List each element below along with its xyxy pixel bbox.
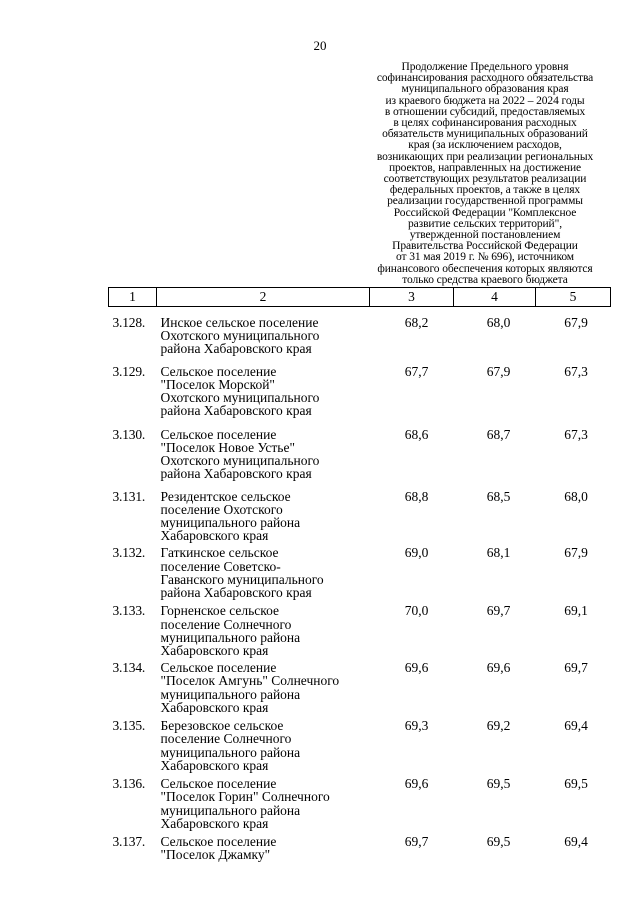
heading-line: развитие сельских территорий", xyxy=(408,217,562,230)
settlement-name-line: Охотского муниципального xyxy=(160,452,320,468)
value-2023-cell: 69,6 xyxy=(486,660,511,676)
settlement-name-line: Сельское поселение xyxy=(160,776,277,792)
settlement-name-line: района Хабаровского края xyxy=(160,341,312,357)
value-2024-cell: 68,0 xyxy=(564,488,588,504)
settlement-name-line: Горненское сельское xyxy=(160,603,280,619)
value-2024-cell: 69,4 xyxy=(564,718,588,734)
value-2022-cell: 69,7 xyxy=(404,834,429,850)
settlement-name-line: муниципального района xyxy=(160,802,301,818)
value-2022-cell: 68,2 xyxy=(404,315,429,330)
value-2022-cell: 69,6 xyxy=(404,660,429,676)
value-2022-cell: 68,8 xyxy=(404,488,429,504)
heading-line: проектов, направленных на достижение xyxy=(388,161,582,174)
settlement-name xyxy=(157,773,370,831)
settlement-name-line: Сельское поселение xyxy=(160,834,277,850)
heading-line: обязательств муниципальных образований xyxy=(382,128,588,141)
settlement-name-line: Хабаровского края xyxy=(160,699,269,715)
value-2024-cell: 67,3 xyxy=(564,426,588,442)
settlement-name-line: района Хабаровского края xyxy=(160,466,312,482)
settlement-name-line: "Поселок Джамку" xyxy=(160,847,271,863)
settlement-name-line: Резидентское сельское xyxy=(160,488,291,504)
header-col-3: 3 xyxy=(370,288,454,307)
row-number: 3.137. xyxy=(112,834,146,850)
heading-line: только средства краевого бюджета xyxy=(402,273,568,286)
value-2024-cell: 67,9 xyxy=(564,545,588,561)
heading-line: края (за исключением расходов, xyxy=(408,139,562,152)
value-2023-cell: 69,7 xyxy=(486,603,511,619)
value-2022-cell: 68,6 xyxy=(404,426,429,442)
settlement-name-line: Сельское поселение xyxy=(160,426,277,442)
heading-line: в отношении субсидий, предоставляемых xyxy=(384,105,586,118)
heading-line: муниципального образования края xyxy=(401,83,569,96)
value-2022-cell: 69,0 xyxy=(404,545,429,561)
heading-line: федеральных проектов, а также в целях xyxy=(389,184,581,197)
value-2022-cell: 69,3 xyxy=(404,718,429,734)
settlement-name-line: Березовское сельское xyxy=(160,718,284,734)
settlement-name-line: Хабаровского края xyxy=(160,757,269,773)
settlement-name-line: поселение Советско- xyxy=(160,558,281,574)
value-2024-cell: 69,1 xyxy=(564,603,588,619)
value-2024-cell: 67,9 xyxy=(564,315,588,330)
settlement-name-line: муниципального района xyxy=(160,686,301,702)
value-2023-cell: 69,5 xyxy=(486,834,511,850)
settlement-name-line: "Поселок Амгунь" Солнечного xyxy=(160,673,340,689)
settlement-name xyxy=(157,542,370,600)
row-number: 3.133. xyxy=(112,603,146,619)
settlement-name-line: муниципального района xyxy=(160,744,301,760)
settlement-name-line: "Поселок Новое Устье" xyxy=(160,439,295,455)
row-number: 3.134. xyxy=(112,660,146,676)
settlement-name xyxy=(157,600,370,657)
settlement-name-line: Хабаровского края xyxy=(160,528,269,544)
row-number: 3.136. xyxy=(112,776,146,792)
settlement-name-line: Сельское поселение xyxy=(160,363,277,379)
settlement-name xyxy=(157,424,370,486)
value-2023-cell: 68,7 xyxy=(486,426,511,442)
value-2023-cell: 67,9 xyxy=(486,363,511,379)
settlement-name xyxy=(157,307,370,360)
table-row xyxy=(109,773,611,831)
settlement-name-line: "Поселок Морской" xyxy=(160,376,275,392)
table-row xyxy=(109,542,611,600)
heading-line: в целях софинансирования расходных xyxy=(393,117,577,130)
header-col-1: 1 xyxy=(109,288,157,307)
header-row xyxy=(109,288,611,307)
header-col-5: 5 xyxy=(536,288,611,307)
data-table xyxy=(108,287,611,871)
value-2024-cell: 69,4 xyxy=(564,834,588,850)
value-2023-cell: 68,0 xyxy=(486,315,511,330)
table-row xyxy=(109,600,611,657)
value-2023-cell: 68,1 xyxy=(486,545,511,561)
table-row xyxy=(109,657,611,715)
page-number: 20 xyxy=(313,38,327,53)
table-row xyxy=(109,715,611,773)
row-number: 3.129. xyxy=(112,363,146,379)
heading-line: от 31 мая 2019 г. № 696), источником xyxy=(396,251,574,264)
heading-line: утвержденной постановлением xyxy=(409,229,561,242)
table-row xyxy=(109,360,611,424)
value-2024-cell: 69,7 xyxy=(564,660,588,676)
value-2024-cell: 67,3 xyxy=(564,363,588,379)
value-2022-cell: 69,6 xyxy=(404,776,429,792)
settlement-name-line: Гаткинское сельское xyxy=(160,545,279,561)
settlement-name-line: Хабаровского края xyxy=(160,642,269,658)
heading-line: Правительства Российской Федерации xyxy=(392,240,578,253)
table-row xyxy=(109,831,611,871)
settlement-name-line: района Хабаровского края xyxy=(160,403,312,419)
settlement-name xyxy=(157,657,370,715)
settlement-name-line: Гаванского муниципального xyxy=(160,571,324,587)
settlement-name xyxy=(157,360,370,424)
row-number: 3.128. xyxy=(112,315,146,330)
settlement-name-line: поселение Солнечного xyxy=(160,731,292,747)
row-number: 3.131. xyxy=(112,488,146,504)
table-row xyxy=(109,307,611,360)
settlement-name-line: муниципального района xyxy=(160,514,301,530)
header-col-4: 4 xyxy=(454,288,536,307)
settlement-name-line: Сельское поселение xyxy=(160,660,277,676)
row-number: 3.135. xyxy=(112,718,146,734)
heading-line: Российской Федерации "Комплексное xyxy=(393,206,577,219)
value-2024-cell: 69,5 xyxy=(564,776,588,792)
heading-line: из краевого бюджета на 2022 – 2024 годы xyxy=(385,94,585,107)
row-number: 3.130. xyxy=(112,426,146,442)
heading-line: возникающих при реализации региональных xyxy=(376,150,594,163)
table-row xyxy=(109,424,611,486)
settlement-name-line: Инское сельское поселение xyxy=(160,315,319,330)
table-row xyxy=(109,486,611,543)
table-heading xyxy=(352,62,618,286)
settlement-name-line: "Поселок Горин" Солнечного xyxy=(160,789,330,805)
heading-line: реализации государственной программы xyxy=(387,195,583,208)
settlement-name-line: Хабаровского края xyxy=(160,815,269,831)
heading-line: софинансирования расходного обязательства xyxy=(376,72,594,85)
settlement-name-line: поселение Солнечного xyxy=(160,616,292,632)
value-2022-cell: 67,7 xyxy=(404,363,429,379)
value-2023-cell: 68,5 xyxy=(486,488,511,504)
value-2023-cell: 69,2 xyxy=(486,718,511,734)
settlement-name-line: района Хабаровского края xyxy=(160,584,312,600)
header-col-2: 2 xyxy=(157,288,370,307)
heading-line: финансового обеспечения которых являются xyxy=(377,262,593,275)
settlement-name-line: Охотского муниципального xyxy=(160,389,320,405)
settlement-name xyxy=(157,486,370,543)
row-number: 3.132. xyxy=(112,545,146,561)
heading-line: соответствующих результатов реализации xyxy=(383,173,587,186)
settlement-name xyxy=(157,715,370,773)
settlement-name-line: муниципального района xyxy=(160,629,301,645)
value-2023-cell: 69,5 xyxy=(486,776,511,792)
value-2022-cell: 70,0 xyxy=(404,603,429,619)
heading-line: Продолжение Предельного уровня xyxy=(401,61,569,73)
settlement-name-line: Охотского муниципального xyxy=(160,328,320,344)
settlement-name xyxy=(157,831,370,871)
settlement-name-line: поселение Охотского xyxy=(160,501,283,517)
